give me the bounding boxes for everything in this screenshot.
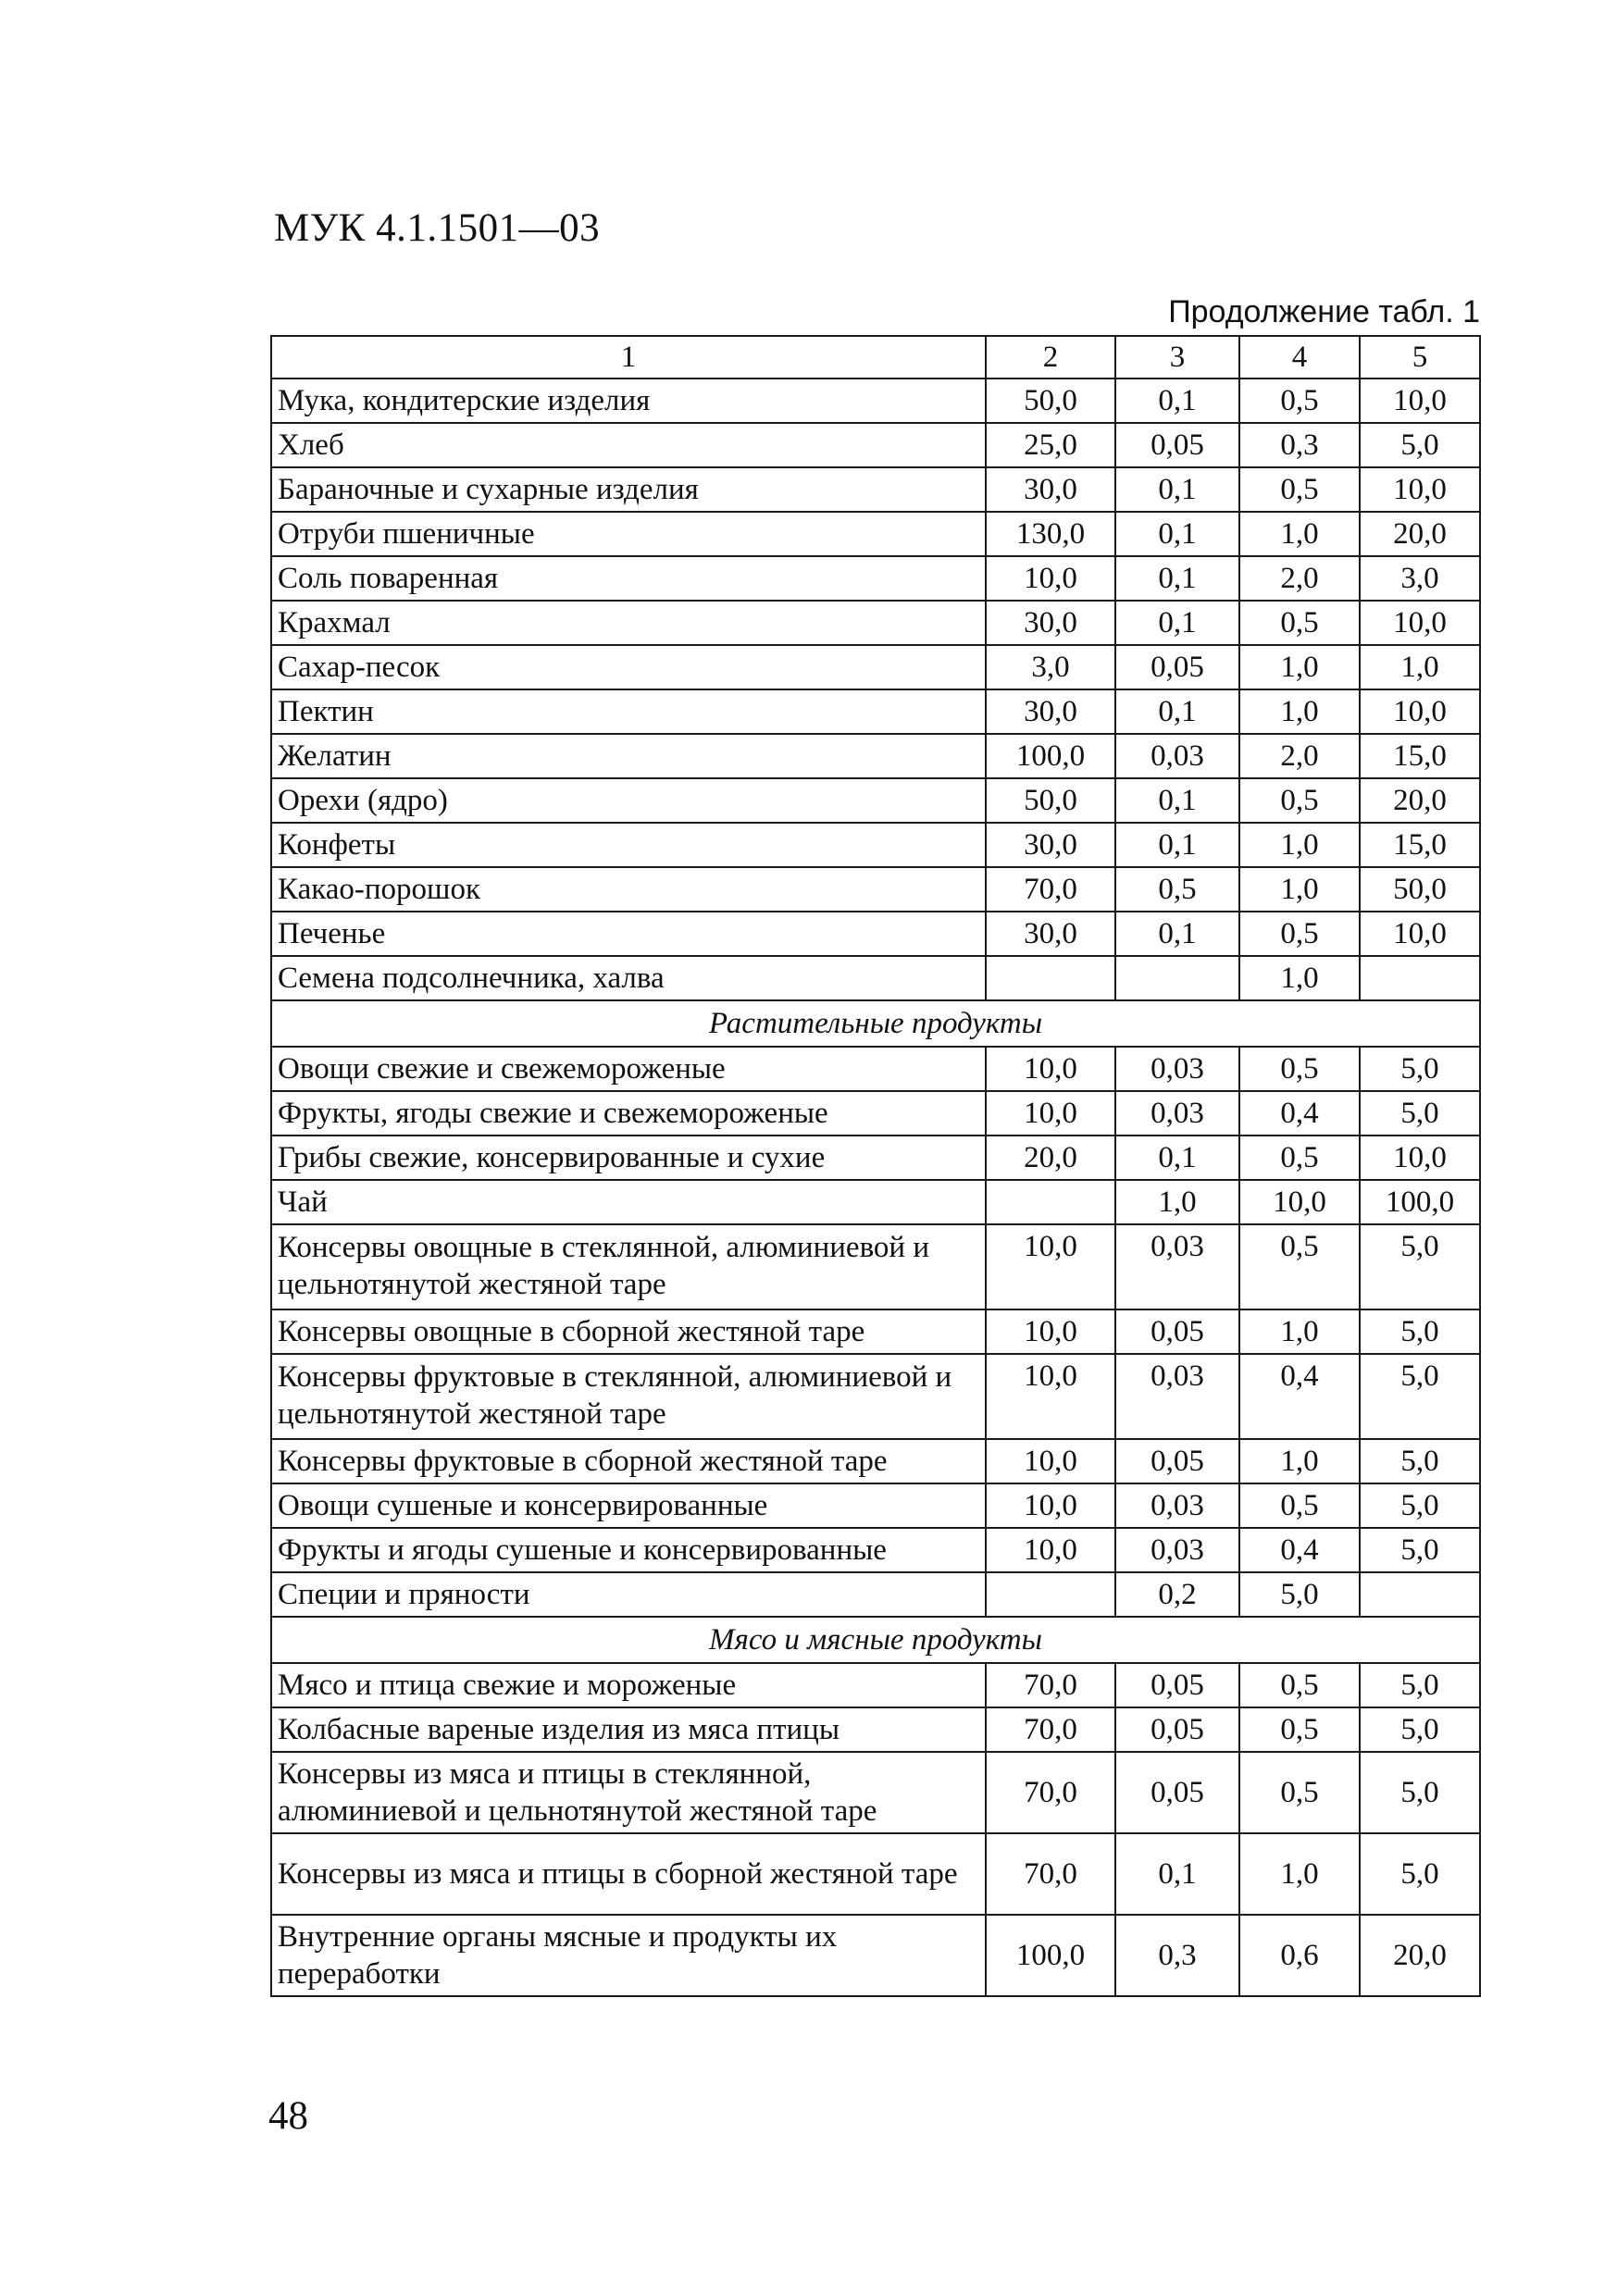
- value-cell: 3,0: [1360, 556, 1480, 601]
- table-row: [271, 1047, 1480, 1091]
- value-cell: 0,5: [1115, 867, 1239, 912]
- value-cell: 5,0: [1360, 1663, 1480, 1707]
- value-cell: 0,5: [1239, 1663, 1360, 1707]
- product-name-cell: Фрукты, ягоды свежие и свежемороженые: [271, 1091, 986, 1136]
- value-cell: 0,2: [1115, 1572, 1239, 1617]
- table-row: [271, 379, 1480, 423]
- value-cell: 10,0: [986, 1309, 1115, 1354]
- product-name-cell: Внутренние органы мясные и продукты их переработки: [271, 1915, 986, 1996]
- value-cell: [986, 1180, 1115, 1224]
- table-row: [271, 1915, 1480, 1996]
- table-row: [271, 1136, 1480, 1180]
- header-cell: 1: [271, 336, 986, 379]
- value-cell: 30,0: [986, 601, 1115, 645]
- product-name-cell: Овощи свежие и свежемороженые: [271, 1047, 986, 1091]
- value-cell: 100,0: [1360, 1180, 1480, 1224]
- value-cell: 0,05: [1115, 1752, 1239, 1833]
- value-cell: 0,1: [1115, 467, 1239, 512]
- product-name-cell: Соль поваренная: [271, 556, 986, 601]
- value-cell: 10,0: [986, 1047, 1115, 1091]
- limits-table: [270, 335, 1481, 1997]
- value-cell: 5,0: [1360, 1309, 1480, 1354]
- section-row: [271, 1617, 1480, 1663]
- value-cell: 2,0: [1239, 734, 1360, 778]
- value-cell: 100,0: [986, 1915, 1115, 1996]
- value-cell: 0,3: [1239, 423, 1360, 467]
- value-cell: [1115, 956, 1239, 1000]
- product-name-cell: Колбасные вареные изделия из мяса птицы: [271, 1707, 986, 1752]
- value-cell: 10,0: [986, 1528, 1115, 1572]
- value-cell: 5,0: [1360, 1483, 1480, 1528]
- value-cell: 0,1: [1115, 912, 1239, 956]
- value-cell: 1,0: [1239, 645, 1360, 689]
- value-cell: 0,3: [1115, 1915, 1239, 1996]
- value-cell: 0,03: [1115, 1224, 1239, 1309]
- product-name-cell: Консервы фруктовые в стеклянной, алюминиевой и цельнотянутой жестяной таре: [271, 1354, 986, 1439]
- value-cell: 1,0: [1360, 645, 1480, 689]
- product-name-cell: Печенье: [271, 912, 986, 956]
- value-cell: [1360, 1572, 1480, 1617]
- value-cell: 0,1: [1115, 1833, 1239, 1915]
- value-cell: 15,0: [1360, 734, 1480, 778]
- product-name-cell: Мука, кондитерские изделия: [271, 379, 986, 423]
- table-row: [271, 1180, 1480, 1224]
- value-cell: 30,0: [986, 467, 1115, 512]
- table-row: [271, 467, 1480, 512]
- value-cell: 0,1: [1115, 601, 1239, 645]
- page-number: 48: [268, 2094, 308, 2138]
- value-cell: 0,4: [1239, 1528, 1360, 1572]
- value-cell: 0,5: [1239, 778, 1360, 823]
- table-row: [271, 512, 1480, 556]
- value-cell: [986, 956, 1115, 1000]
- value-cell: 10,0: [1239, 1180, 1360, 1224]
- product-name-cell: Конфеты: [271, 823, 986, 867]
- table-row: [271, 689, 1480, 734]
- value-cell: 0,05: [1115, 423, 1239, 467]
- value-cell: 10,0: [1360, 379, 1480, 423]
- value-cell: 0,05: [1115, 645, 1239, 689]
- value-cell: 10,0: [986, 556, 1115, 601]
- table-row: [271, 601, 1480, 645]
- value-cell: 0,5: [1239, 601, 1360, 645]
- value-cell: 130,0: [986, 512, 1115, 556]
- value-cell: 0,1: [1115, 689, 1239, 734]
- value-cell: [986, 1572, 1115, 1617]
- value-cell: 0,03: [1115, 1091, 1239, 1136]
- value-cell: 20,0: [1360, 1915, 1480, 1996]
- value-cell: 20,0: [1360, 778, 1480, 823]
- value-cell: 70,0: [986, 1707, 1115, 1752]
- value-cell: 2,0: [1239, 556, 1360, 601]
- value-cell: 5,0: [1360, 1047, 1480, 1091]
- product-name-cell: Пектин: [271, 689, 986, 734]
- value-cell: [1360, 956, 1480, 1000]
- value-cell: 10,0: [986, 1091, 1115, 1136]
- value-cell: 5,0: [1360, 1354, 1480, 1439]
- value-cell: 0,1: [1115, 512, 1239, 556]
- table-row: [271, 823, 1480, 867]
- value-cell: 0,4: [1239, 1354, 1360, 1439]
- value-cell: 0,4: [1239, 1091, 1360, 1136]
- product-name-cell: Консервы овощные в стеклянной, алюминиевой и цельнотянутой жестяной таре: [271, 1224, 986, 1309]
- table-row: [271, 912, 1480, 956]
- value-cell: 10,0: [986, 1483, 1115, 1528]
- value-cell: 0,5: [1239, 912, 1360, 956]
- value-cell: 0,5: [1239, 1483, 1360, 1528]
- product-name-cell: Сахар-песок: [271, 645, 986, 689]
- value-cell: 50,0: [986, 379, 1115, 423]
- product-name-cell: Консервы фруктовые в сборной жестяной таре: [271, 1439, 986, 1483]
- value-cell: 5,0: [1239, 1572, 1360, 1617]
- product-name-cell: Хлеб: [271, 423, 986, 467]
- value-cell: 3,0: [986, 645, 1115, 689]
- header-cell: 2: [986, 336, 1115, 379]
- table-row: [271, 734, 1480, 778]
- value-cell: 1,0: [1239, 867, 1360, 912]
- value-cell: 10,0: [986, 1439, 1115, 1483]
- product-name-cell: Грибы свежие, консервированные и сухие: [271, 1136, 986, 1180]
- value-cell: 100,0: [986, 734, 1115, 778]
- product-name-cell: Семена подсолнечника, халва: [271, 956, 986, 1000]
- value-cell: 30,0: [986, 689, 1115, 734]
- value-cell: 30,0: [986, 912, 1115, 956]
- table-row: [271, 1224, 1480, 1309]
- value-cell: 1,0: [1239, 1439, 1360, 1483]
- value-cell: 5,0: [1360, 1224, 1480, 1309]
- value-cell: 5,0: [1360, 1752, 1480, 1833]
- value-cell: 0,05: [1115, 1309, 1239, 1354]
- table-row: [271, 556, 1480, 601]
- table-continuation-label: Продолжение табл. 1: [1168, 294, 1480, 329]
- product-name-cell: Какао-порошок: [271, 867, 986, 912]
- value-cell: 30,0: [986, 823, 1115, 867]
- value-cell: 10,0: [1360, 689, 1480, 734]
- value-cell: 15,0: [1360, 823, 1480, 867]
- table-row: [271, 423, 1480, 467]
- product-name-cell: Консервы овощные в сборной жестяной таре: [271, 1309, 986, 1354]
- value-cell: 0,5: [1239, 1136, 1360, 1180]
- table-row: [271, 1354, 1480, 1439]
- value-cell: 0,1: [1115, 556, 1239, 601]
- value-cell: 0,03: [1115, 734, 1239, 778]
- value-cell: 10,0: [1360, 601, 1480, 645]
- value-cell: 1,0: [1239, 689, 1360, 734]
- header-cell: 3: [1115, 336, 1239, 379]
- value-cell: 10,0: [986, 1354, 1115, 1439]
- table-row: [271, 1528, 1480, 1572]
- value-cell: 0,1: [1115, 823, 1239, 867]
- value-cell: 0,5: [1239, 1707, 1360, 1752]
- table-row: [271, 1439, 1480, 1483]
- product-name-cell: Консервы из мяса и птицы в сборной жестяной таре: [271, 1833, 986, 1915]
- value-cell: 1,0: [1239, 512, 1360, 556]
- value-cell: 0,05: [1115, 1663, 1239, 1707]
- section-title: Мясо и мясные продукты: [271, 1617, 1480, 1663]
- section-title: Растительные продукты: [271, 1000, 1480, 1047]
- product-name-cell: Фрукты и ягоды сушеные и консервированные: [271, 1528, 986, 1572]
- value-cell: 0,05: [1115, 1707, 1239, 1752]
- value-cell: 50,0: [1360, 867, 1480, 912]
- value-cell: 1,0: [1115, 1180, 1239, 1224]
- value-cell: 0,1: [1115, 778, 1239, 823]
- value-cell: 0,5: [1239, 467, 1360, 512]
- product-name-cell: Орехи (ядро): [271, 778, 986, 823]
- table-row: [271, 1483, 1480, 1528]
- header-row: [271, 336, 1480, 379]
- value-cell: 70,0: [986, 1833, 1115, 1915]
- value-cell: 1,0: [1239, 1833, 1360, 1915]
- value-cell: 1,0: [1239, 1309, 1360, 1354]
- value-cell: 50,0: [986, 778, 1115, 823]
- value-cell: 0,05: [1115, 1439, 1239, 1483]
- value-cell: 25,0: [986, 423, 1115, 467]
- value-cell: 5,0: [1360, 1707, 1480, 1752]
- value-cell: 10,0: [986, 1224, 1115, 1309]
- value-cell: 0,5: [1239, 379, 1360, 423]
- value-cell: 5,0: [1360, 1528, 1480, 1572]
- table-row: [271, 956, 1480, 1000]
- table-row: [271, 1091, 1480, 1136]
- value-cell: 70,0: [986, 1752, 1115, 1833]
- table-row: [271, 645, 1480, 689]
- value-cell: 10,0: [1360, 1136, 1480, 1180]
- document-code: МУК 4.1.1501—03: [274, 206, 601, 250]
- value-cell: 5,0: [1360, 1833, 1480, 1915]
- table-row: [271, 1707, 1480, 1752]
- value-cell: 10,0: [1360, 467, 1480, 512]
- value-cell: 0,1: [1115, 1136, 1239, 1180]
- value-cell: 0,03: [1115, 1047, 1239, 1091]
- value-cell: 70,0: [986, 867, 1115, 912]
- table-row: [271, 1572, 1480, 1617]
- value-cell: 20,0: [1360, 512, 1480, 556]
- product-name-cell: Овощи сушеные и консервированные: [271, 1483, 986, 1528]
- value-cell: 20,0: [986, 1136, 1115, 1180]
- value-cell: 5,0: [1360, 423, 1480, 467]
- section-row: [271, 1000, 1480, 1047]
- table-row: [271, 867, 1480, 912]
- value-cell: 0,6: [1239, 1915, 1360, 1996]
- value-cell: 0,03: [1115, 1354, 1239, 1439]
- table-row: [271, 1833, 1480, 1915]
- value-cell: 0,5: [1239, 1224, 1360, 1309]
- table-row: [271, 778, 1480, 823]
- header-cell: 5: [1360, 336, 1480, 379]
- product-name-cell: Консервы из мяса и птицы в стеклянной, алюминиевой и цельнотянутой жестяной таре: [271, 1752, 986, 1833]
- value-cell: 0,1: [1115, 379, 1239, 423]
- product-name-cell: Чай: [271, 1180, 986, 1224]
- table-row: [271, 1309, 1480, 1354]
- product-name-cell: Специи и пряности: [271, 1572, 986, 1617]
- value-cell: 0,5: [1239, 1752, 1360, 1833]
- value-cell: 5,0: [1360, 1091, 1480, 1136]
- header-cell: 4: [1239, 336, 1360, 379]
- value-cell: 0,03: [1115, 1528, 1239, 1572]
- product-name-cell: Отруби пшеничные: [271, 512, 986, 556]
- product-name-cell: Крахмал: [271, 601, 986, 645]
- product-name-cell: Бараночные и сухарные изделия: [271, 467, 986, 512]
- value-cell: 5,0: [1360, 1439, 1480, 1483]
- value-cell: 0,5: [1239, 1047, 1360, 1091]
- product-name-cell: Мясо и птица свежие и мороженые: [271, 1663, 986, 1707]
- value-cell: 0,03: [1115, 1483, 1239, 1528]
- product-name-cell: Желатин: [271, 734, 986, 778]
- value-cell: 1,0: [1239, 823, 1360, 867]
- value-cell: 10,0: [1360, 912, 1480, 956]
- value-cell: 70,0: [986, 1663, 1115, 1707]
- value-cell: 1,0: [1239, 956, 1360, 1000]
- table-row: [271, 1752, 1480, 1833]
- table-row: [271, 1663, 1480, 1707]
